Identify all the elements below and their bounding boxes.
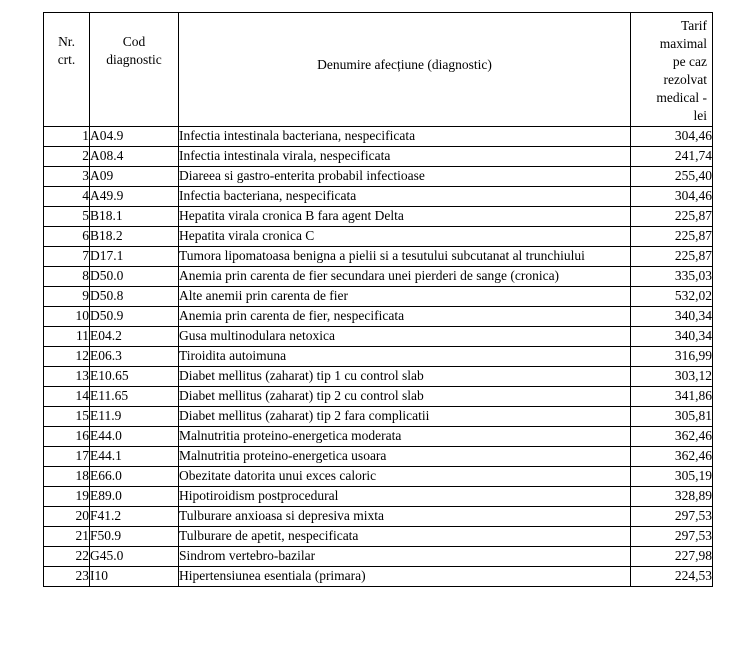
cell-diagnostic-name: Gusa multinodulara netoxica [179, 327, 631, 347]
table-row [44, 507, 713, 527]
table-header-row [44, 13, 713, 127]
cell-diagnostic-name: Diareea si gastro-enterita probabil infectioase [179, 167, 631, 187]
cell-diagnostic-name: Infectia bacteriana, nespecificata [179, 187, 631, 207]
cell-row-number: 19 [44, 487, 90, 507]
cell-diagnostic-name: Anemia prin carenta de fier, nespecificata [179, 307, 631, 327]
cell-diagnostic-name: Infectia intestinala bacteriana, nespecificata [179, 127, 631, 147]
cell-row-number: 18 [44, 467, 90, 487]
cell-diagnostic-code: E44.0 [90, 427, 179, 447]
table-row [44, 327, 713, 347]
cell-max-tariff: 304,46 [631, 187, 713, 207]
column-header-code [90, 13, 179, 127]
cell-diagnostic-code: E06.3 [90, 347, 179, 367]
table-row [44, 227, 713, 247]
cell-max-tariff: 241,74 [631, 147, 713, 167]
cell-diagnostic-code: A49.9 [90, 187, 179, 207]
cell-max-tariff: 297,53 [631, 527, 713, 547]
table-row [44, 367, 713, 387]
cell-row-number: 5 [44, 207, 90, 227]
cell-diagnostic-name: Diabet mellitus (zaharat) tip 2 cu control slab [179, 387, 631, 407]
cell-max-tariff: 303,12 [631, 367, 713, 387]
cell-diagnostic-code: G45.0 [90, 547, 179, 567]
table-row [44, 247, 713, 267]
table-row [44, 287, 713, 307]
cell-diagnostic-name: Infectia intestinala virala, nespecificata [179, 147, 631, 167]
cell-diagnostic-code: B18.1 [90, 207, 179, 227]
cell-diagnostic-code: D50.8 [90, 287, 179, 307]
table-row [44, 447, 713, 467]
column-header-code-line-1: Cod [122, 34, 146, 49]
cell-row-number: 4 [44, 187, 90, 207]
cell-diagnostic-code: E10.65 [90, 367, 179, 387]
cell-diagnostic-name: Tiroidita autoimuna [179, 347, 631, 367]
cell-diagnostic-name: Malnutritia proteino-energetica moderata [179, 427, 631, 447]
cell-diagnostic-code: D50.9 [90, 307, 179, 327]
cell-row-number: 23 [44, 567, 90, 587]
cell-diagnostic-name: Malnutritia proteino-energetica usoara [179, 447, 631, 467]
cell-diagnostic-name: Hipertensiunea esentiala (primara) [179, 567, 631, 587]
cell-diagnostic-name: Alte anemii prin carenta de fier [179, 287, 631, 307]
table-row [44, 487, 713, 507]
cell-diagnostic-name: Diabet mellitus (zaharat) tip 2 fara complicatii [179, 407, 631, 427]
cell-diagnostic-code: D50.0 [90, 267, 179, 287]
cell-diagnostic-name: Sindrom vertebro-bazilar [179, 547, 631, 567]
column-header-tariff [631, 13, 713, 127]
column-header-tariff-line-3: pe caz [672, 53, 707, 69]
cell-diagnostic-code: E89.0 [90, 487, 179, 507]
cell-max-tariff: 316,99 [631, 347, 713, 367]
cell-row-number: 2 [44, 147, 90, 167]
column-header-name [179, 13, 631, 127]
column-header-tariff-line-4: rezolvat [663, 71, 707, 87]
cell-diagnostic-code: E04.2 [90, 327, 179, 347]
cell-row-number: 8 [44, 267, 90, 287]
table-row [44, 127, 713, 147]
table-row [44, 187, 713, 207]
cell-diagnostic-code: E66.0 [90, 467, 179, 487]
cell-max-tariff: 328,89 [631, 487, 713, 507]
table-row [44, 147, 713, 167]
cell-diagnostic-code: F50.9 [90, 527, 179, 547]
cell-max-tariff: 340,34 [631, 327, 713, 347]
cell-max-tariff: 362,46 [631, 427, 713, 447]
cell-diagnostic-code: A08.4 [90, 147, 179, 167]
table-row [44, 567, 713, 587]
table-row [44, 527, 713, 547]
cell-diagnostic-name: Hepatita virala cronica B fara agent Delta [179, 207, 631, 227]
column-header-nr [44, 13, 90, 127]
column-header-tariff-line-2: maximal [659, 35, 707, 51]
cell-row-number: 6 [44, 227, 90, 247]
cell-row-number: 9 [44, 287, 90, 307]
cell-row-number: 10 [44, 307, 90, 327]
cell-row-number: 17 [44, 447, 90, 467]
cell-diagnostic-code: E44.1 [90, 447, 179, 467]
cell-diagnostic-name: Diabet mellitus (zaharat) tip 1 cu control slab [179, 367, 631, 387]
cell-row-number: 1 [44, 127, 90, 147]
cell-diagnostic-name: Hipotiroidism postprocedural [179, 487, 631, 507]
table-row [44, 307, 713, 327]
table-row [44, 267, 713, 287]
table-row [44, 207, 713, 227]
cell-diagnostic-code: A09 [90, 167, 179, 187]
column-header-tariff-line-6: lei [693, 107, 707, 123]
cell-max-tariff: 362,46 [631, 447, 713, 467]
cell-row-number: 15 [44, 407, 90, 427]
cell-row-number: 11 [44, 327, 90, 347]
cell-row-number: 12 [44, 347, 90, 367]
table-body [44, 127, 713, 587]
cell-diagnostic-code: E11.65 [90, 387, 179, 407]
cell-row-number: 7 [44, 247, 90, 267]
cell-diagnostic-name: Obezitate datorita unui exces caloric [179, 467, 631, 487]
cell-diagnostic-code: F41.2 [90, 507, 179, 527]
table-row [44, 547, 713, 567]
cell-diagnostic-code: A04.9 [90, 127, 179, 147]
column-header-nr-line-2: crt. [57, 51, 76, 67]
column-header-tariff-line-5: medical - [656, 89, 707, 105]
cell-row-number: 22 [44, 547, 90, 567]
column-header-name-line-1: Denumire afecțiune (diagnostic) [317, 57, 492, 72]
table-row [44, 407, 713, 427]
cell-diagnostic-code: I10 [90, 567, 179, 587]
cell-max-tariff: 255,40 [631, 167, 713, 187]
cell-diagnostic-name: Tumora lipomatoasa benigna a pielii si a tesutului subcutanat al trunchiului [179, 247, 631, 267]
cell-max-tariff: 340,34 [631, 307, 713, 327]
table-row [44, 387, 713, 407]
tariff-table [43, 12, 713, 587]
column-header-code-line-2: diagnostic [106, 51, 162, 67]
cell-max-tariff: 297,53 [631, 507, 713, 527]
column-header-tariff-line-1: Tarif [680, 18, 707, 33]
cell-max-tariff: 532,02 [631, 287, 713, 307]
cell-row-number: 3 [44, 167, 90, 187]
cell-max-tariff: 305,81 [631, 407, 713, 427]
cell-row-number: 21 [44, 527, 90, 547]
cell-max-tariff: 304,46 [631, 127, 713, 147]
cell-max-tariff: 305,19 [631, 467, 713, 487]
cell-row-number: 13 [44, 367, 90, 387]
table-row [44, 167, 713, 187]
cell-diagnostic-name: Hepatita virala cronica C [179, 227, 631, 247]
column-header-nr-line-1: Nr. [58, 34, 75, 49]
cell-diagnostic-code: E11.9 [90, 407, 179, 427]
cell-max-tariff: 224,53 [631, 567, 713, 587]
cell-row-number: 16 [44, 427, 90, 447]
cell-diagnostic-code: D17.1 [90, 247, 179, 267]
cell-row-number: 20 [44, 507, 90, 527]
cell-max-tariff: 335,03 [631, 267, 713, 287]
cell-diagnostic-name: Tulburare de apetit, nespecificata [179, 527, 631, 547]
table-header [44, 13, 713, 127]
cell-max-tariff: 341,86 [631, 387, 713, 407]
cell-row-number: 14 [44, 387, 90, 407]
cell-diagnostic-code: B18.2 [90, 227, 179, 247]
table-row [44, 347, 713, 367]
cell-max-tariff: 225,87 [631, 227, 713, 247]
cell-max-tariff: 225,87 [631, 207, 713, 227]
table-row [44, 427, 713, 447]
cell-diagnostic-name: Anemia prin carenta de fier secundara unei pierderi de sange (cronica) [179, 267, 631, 287]
cell-max-tariff: 225,87 [631, 247, 713, 267]
cell-diagnostic-name: Tulburare anxioasa si depresiva mixta [179, 507, 631, 527]
cell-max-tariff: 227,98 [631, 547, 713, 567]
table-row [44, 467, 713, 487]
